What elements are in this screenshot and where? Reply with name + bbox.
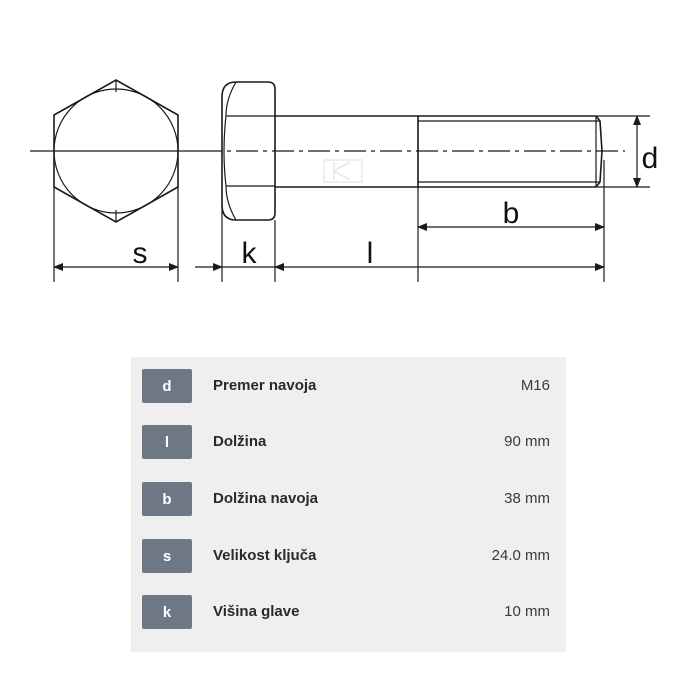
spec-row-thread-diameter [131, 366, 566, 406]
spec-row-thread-length [131, 479, 566, 519]
bolt-dimension-drawing [0, 0, 700, 300]
spec-row-wrench-size [131, 536, 566, 576]
spec-symbol-badge: l [142, 425, 192, 459]
spec-name: Velikost ključa [213, 547, 317, 564]
spec-value: 38 mm [504, 490, 550, 507]
spec-row-head-height [131, 592, 566, 632]
label-s: s [132, 237, 148, 270]
watermark-logo [324, 160, 362, 182]
spec-name: Višina glave [213, 603, 300, 620]
spec-value: 90 mm [504, 433, 550, 450]
spec-symbol-badge: b [142, 482, 192, 516]
spec-name: Premer navoja [213, 377, 317, 394]
spec-name: Dolžina [213, 433, 267, 450]
spec-symbol-badge: d [142, 369, 192, 403]
label-b: b [502, 197, 520, 230]
hex-head-end-view [30, 80, 200, 222]
specifications-table [131, 357, 566, 652]
dimension-b [418, 160, 604, 282]
spec-row-length [131, 422, 566, 462]
spec-value: M16 [520, 377, 550, 394]
spec-symbol-badge: s [142, 539, 192, 573]
label-k: k [241, 237, 257, 270]
bolt-side-view [200, 82, 625, 220]
label-l: l [366, 237, 374, 270]
spec-value: 10 mm [504, 603, 550, 620]
spec-symbol-badge: k [142, 595, 192, 629]
label-d: d [641, 142, 659, 175]
spec-name: Dolžina navoja [213, 490, 319, 507]
dimension-k [195, 205, 302, 282]
dimension-s [54, 187, 178, 282]
spec-value: 24.0 mm [491, 547, 550, 564]
dimension-l [302, 237, 604, 270]
